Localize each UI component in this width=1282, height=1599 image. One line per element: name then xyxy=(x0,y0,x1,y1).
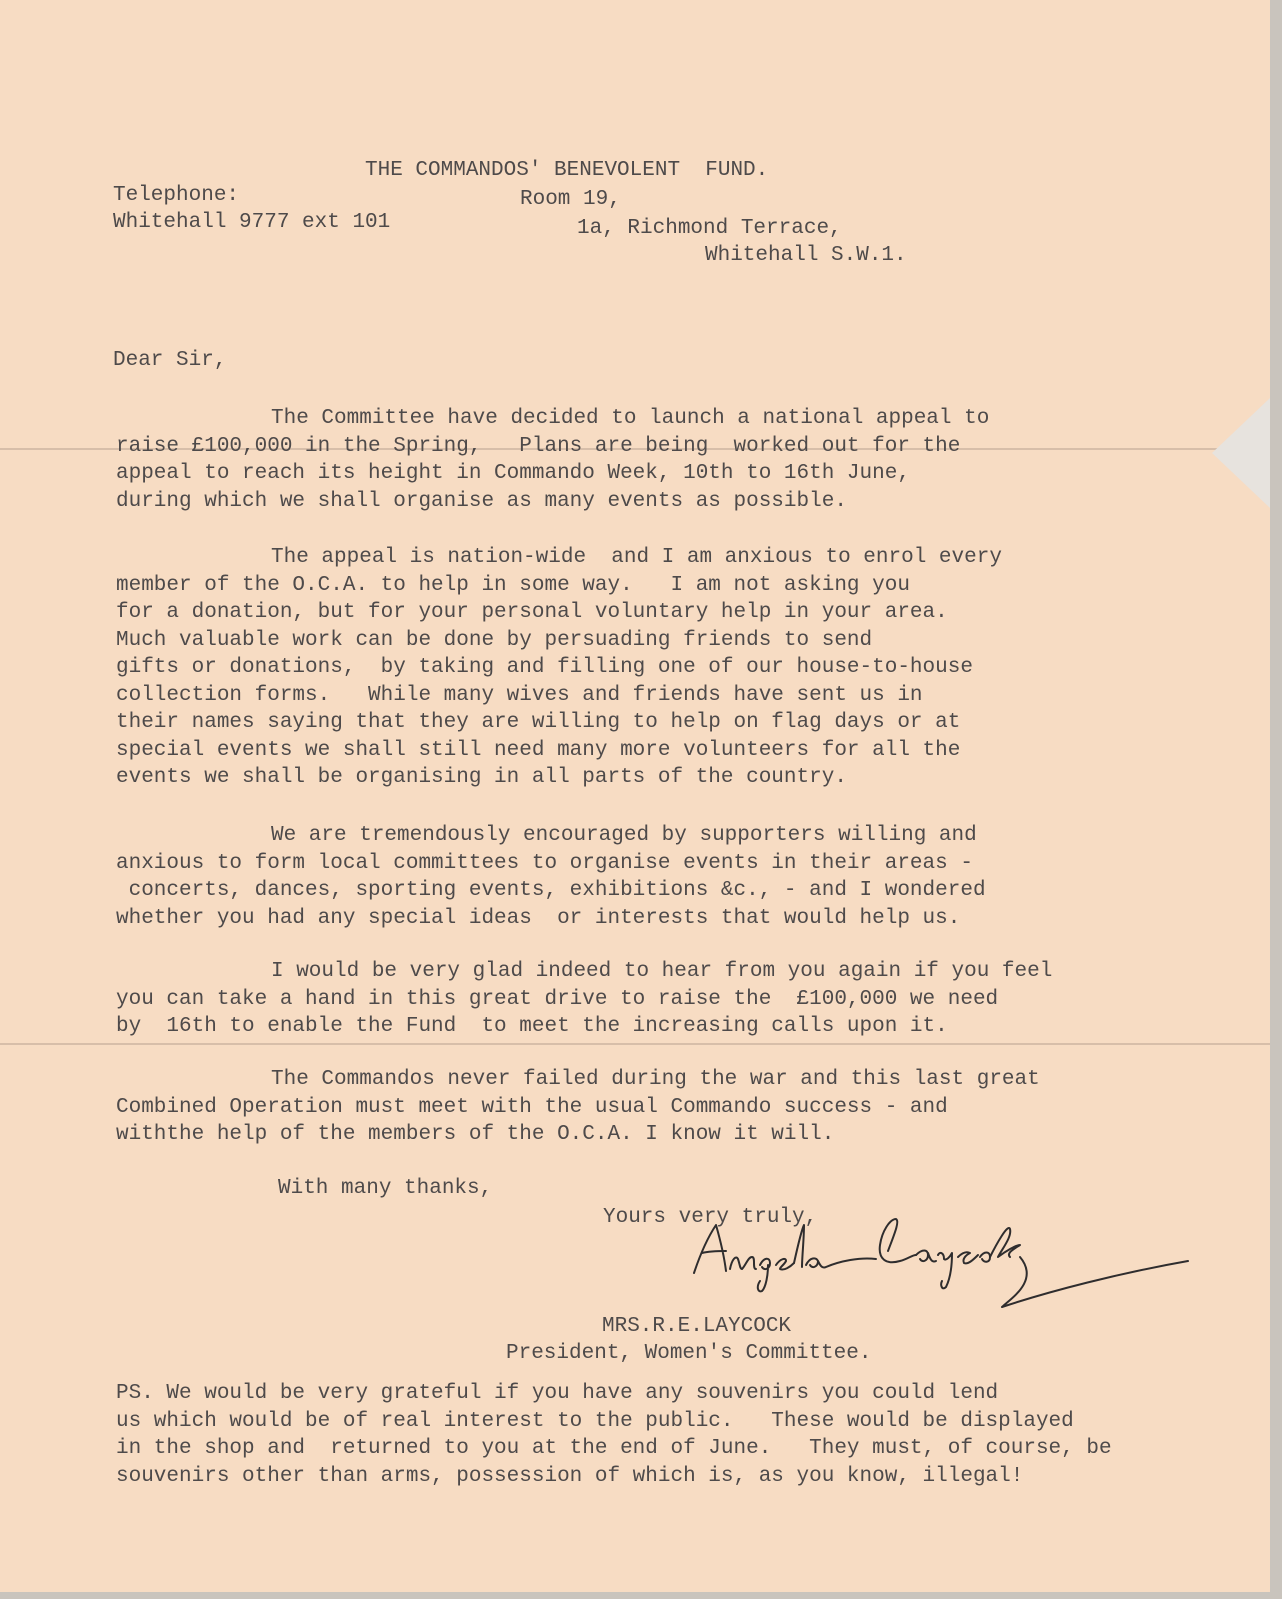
body-paragraph xyxy=(116,822,1216,932)
letterhead-title: THE COMMANDOS' BENEVOLENT FUND. xyxy=(365,159,769,182)
paper-fold-line xyxy=(0,1043,1270,1045)
text-line: special events we shall still need many more volunteers for all the xyxy=(116,738,961,762)
postscript xyxy=(116,1380,1216,1490)
text-line: anxious to form local committees to organise events in their areas - xyxy=(116,851,973,875)
text-line: Much valuable work can be done by persuading friends to send xyxy=(116,628,873,652)
valediction: Yours very truly, xyxy=(603,1206,818,1229)
text-line: during which we shall organise as many events as possible. xyxy=(116,489,847,513)
text-line: in the shop and returned to you at the end of June. They must, of course, be xyxy=(116,1437,1112,1460)
telephone-number: Whitehall 9777 ext 101 xyxy=(113,211,391,234)
text-line: events we shall be organising in all parts of the country. xyxy=(116,766,847,789)
address-line: Whitehall S.W.1. xyxy=(705,244,907,267)
signatory-name: MRS.R.E.LAYCOCK xyxy=(602,1315,792,1338)
text-line: by 16th to enable the Fund to meet the increasing calls upon it. xyxy=(116,1015,948,1038)
text-line: I would be very glad indeed to hear from you again if you feel xyxy=(271,960,1053,983)
text-line: The Commandos never failed during the war and this last great xyxy=(271,1068,1040,1091)
telephone-label: Telephone: xyxy=(113,184,240,207)
text-line: raise £100,000 in the Spring, Plans are being worked out for the xyxy=(116,434,961,458)
body-paragraph xyxy=(116,405,1216,515)
text-line: We are tremendously encouraged by supporters willing and xyxy=(271,824,977,847)
text-line: you can take a hand in this great drive to raise the £100,000 we need xyxy=(116,987,999,1011)
signatory-title: President, Women's Committee. xyxy=(506,1342,872,1365)
text-line: appeal to reach its height in Commando Week, 10th to 16th June, xyxy=(116,462,910,485)
body-paragraph xyxy=(116,1066,1216,1149)
salutation: Dear Sir, xyxy=(113,349,227,372)
text-line: The appeal is nation-wide and I am anxious to enrol every xyxy=(271,546,1002,569)
text-line: us which would be of real interest to the public. These would be displayed xyxy=(116,1409,1074,1433)
text-line: The Committee have decided to launch a national appeal to xyxy=(271,407,990,430)
text-line: Combined Operation must meet with the usual Commando success - and xyxy=(116,1095,948,1119)
text-line: concerts, dances, sporting events, exhibitions &c., - and I wondered xyxy=(116,879,986,902)
text-line: member of the O.C.A. to help in some way. I am not asking you xyxy=(116,573,910,597)
body-paragraph xyxy=(116,958,1216,1041)
body-paragraph xyxy=(116,544,1216,792)
text-line: PS. We would be very grateful if you have any souvenirs you could lend xyxy=(116,1382,999,1405)
text-line: their names saying that they are willing to help on flag days or at xyxy=(116,711,961,734)
text-line: souvenirs other than arms, possession of which is, as you know, illegal! xyxy=(116,1464,1024,1488)
text-line: withthe help of the members of the O.C.A. I know it will. xyxy=(116,1123,835,1146)
paper-tear xyxy=(1212,398,1270,508)
text-line: gifts or donations, by taking and filling one of our house-to-house xyxy=(116,656,973,679)
closing-line: With many thanks, xyxy=(278,1177,493,1200)
text-line: for a donation, but for your personal voluntary help in your area. xyxy=(116,601,948,624)
address-line: Room 19, xyxy=(520,188,621,211)
address-line: 1a, Richmond Terrace, xyxy=(577,217,842,240)
text-line: collection forms. While many wives and friends have sent us in xyxy=(116,683,923,707)
text-line: whether you had any special ideas or interests that would help us. xyxy=(116,906,961,930)
